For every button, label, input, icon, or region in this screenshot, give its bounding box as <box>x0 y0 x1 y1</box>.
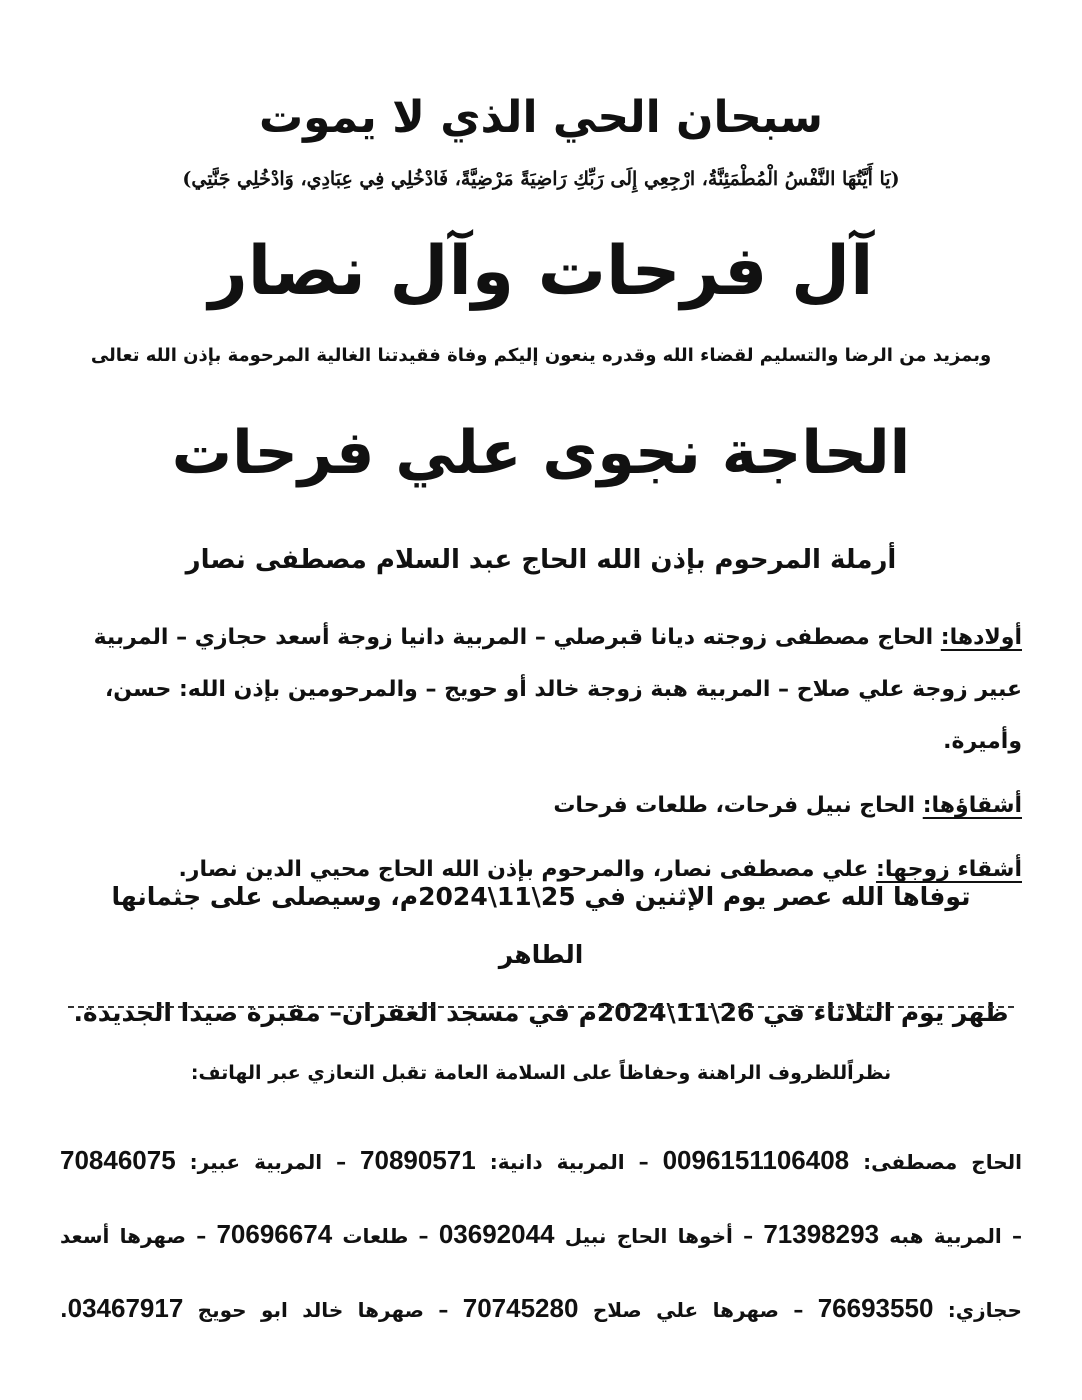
phone-label: – صهرها خالد ابو حويج <box>183 1298 463 1322</box>
phone-label: – صهرها أسعد <box>60 1224 217 1248</box>
children-text: الحاج مصطفى زوجته ديانا قبرصلي – المربية دانيا زوجة أسعد حجازي – المربية عبير زوجة علي صلاح – المربية هبة زوجة خالد أو حويج – والمرحومين بإذن الله: حسن، وأميرة. <box>93 625 1022 754</box>
phone-label: حجازي: <box>933 1298 1022 1322</box>
widow-of-line: أرملة المرحوم بإذن الله الحاج عبد السلام مصطفى نصار <box>185 545 897 575</box>
phone-number: 76693550 <box>817 1293 934 1323</box>
phone-label: – صهرها علي صلاح <box>578 1298 818 1322</box>
phone-label: – المربية دانية: <box>475 1150 663 1174</box>
announcement-line-2: ظهر يوم الثلاثاء في 26\11\2024م في مسجد الغفران– مقبرة صيدا الجديدة. <box>73 998 1009 1027</box>
quran-verse: (يَا أَيَّتُهَا النَّفْسُ الْمُطْمَئِنَّةُ، ارْجِعِي إِلَى رَبِّكِ رَاضِيَةً مَرْضِيَّةً، فَادْخُلِي فِي عِبَادِي، وَادْخُلِي جَنَّتِي) <box>182 168 900 190</box>
phone-line-2 <box>60 1198 1022 1272</box>
intro-text: وبمزيد من الرضا والتسليم لقضاء الله وقدره ينعون إليكم وفاة فقيدتنا الغالية المرحومة بإذن الله تعالى <box>90 345 992 366</box>
siblings-text: الحاج نبيل فرحات، طلعات فرحات <box>553 793 923 818</box>
families-heading: آل فرحات وآل نصار <box>208 232 874 311</box>
phone-label: – المربية عبير: <box>175 1150 361 1174</box>
phone-number: 71398293 <box>763 1219 880 1249</box>
phone-number: 0096151106408 <box>662 1145 850 1175</box>
phone-number: 70890571 <box>360 1145 476 1175</box>
funeral-announcement <box>70 868 1012 1042</box>
phone-end: . <box>60 1298 68 1322</box>
phone-line-3 <box>60 1272 1022 1346</box>
phone-number: 70696674 <box>216 1219 333 1249</box>
phone-number: 03692044 <box>438 1219 555 1249</box>
children-label: أولادها: <box>940 625 1022 650</box>
phone-label: – طلعات <box>332 1224 439 1248</box>
phone-line-1 <box>60 1124 1022 1198</box>
children-paragraph <box>60 612 1022 768</box>
family-section <box>60 612 1022 896</box>
husband-siblings-text: علي مصطفى نصار، والمرحوم بإذن الله الحاج محيي الدين نصار. <box>178 857 877 882</box>
phone-number: 03467917 <box>67 1293 184 1323</box>
opening-phrase: سبحان الحي الذي لا يموت <box>258 92 824 143</box>
phone-number: 70745280 <box>462 1293 579 1323</box>
phone-list <box>60 1124 1022 1346</box>
deceased-name: الحاجة نجوى علي فرحات <box>171 418 911 488</box>
dashed-divider <box>68 1006 1014 1008</box>
siblings-label: أشقاؤها: <box>922 793 1022 818</box>
phone-label: – أخوها الحاج نبيل <box>554 1224 764 1248</box>
condolence-note: نظراًللظروف الراهنة وحفاظاً على السلامة العامة تقبل التعازي عبر الهاتف: <box>190 1062 892 1084</box>
phone-number: 70846075 <box>60 1145 176 1175</box>
phone-label: الحاج مصطفى: <box>849 1150 1022 1174</box>
phone-label: – المربية هبه <box>879 1224 1022 1248</box>
announcement-line-1: توفاها الله عصر يوم الإثنين في 25\11\2024م، وسيصلى على جثمانها الطاهر <box>111 882 971 969</box>
husband-siblings-label: أشقاء زوجها: <box>876 857 1022 882</box>
siblings-paragraph <box>60 780 1022 832</box>
